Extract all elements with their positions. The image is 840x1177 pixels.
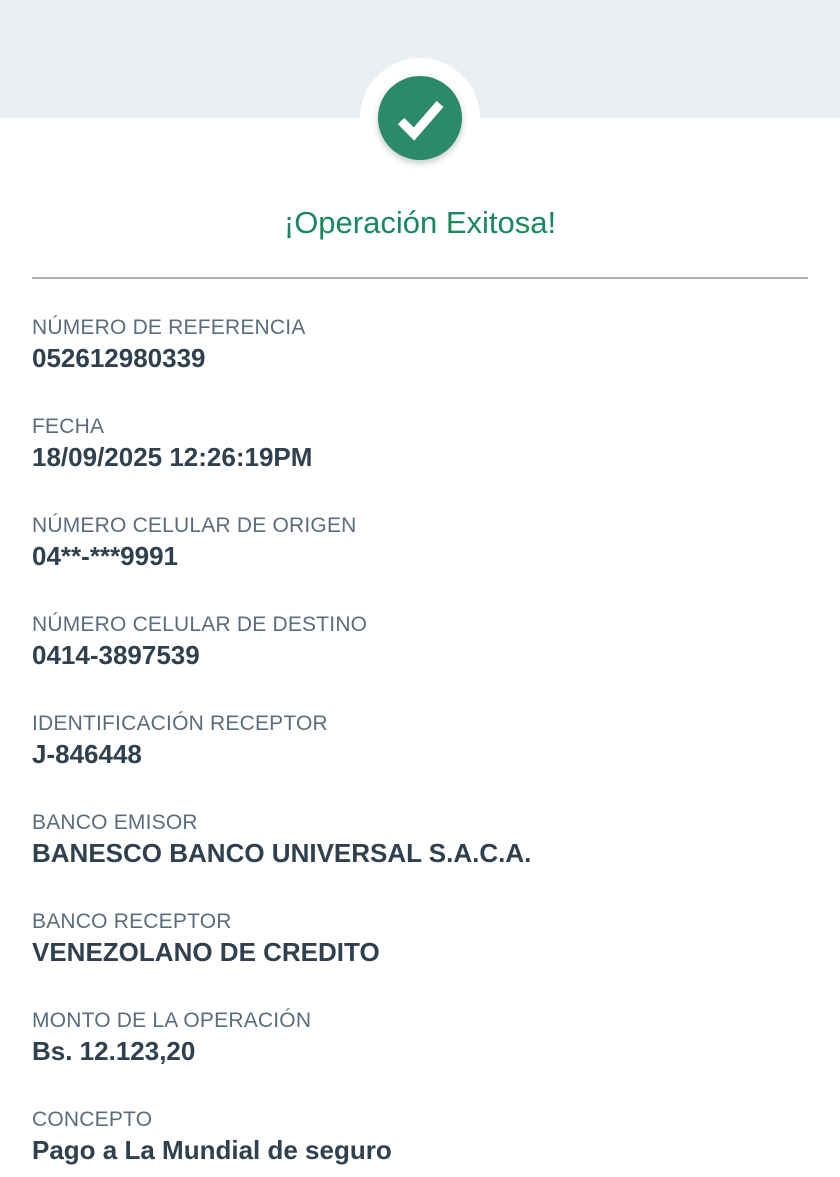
field-concept xyxy=(32,1106,808,1167)
field-destination-phone xyxy=(32,611,808,672)
success-badge-ring xyxy=(360,58,480,178)
field-value: BANESCO BANCO UNIVERSAL S.A.C.A. xyxy=(32,838,532,868)
field-reference-number xyxy=(32,314,808,375)
field-date xyxy=(32,413,808,474)
field-value: VENEZOLANO DE CREDITO xyxy=(32,937,380,967)
field-receiver-id xyxy=(32,710,808,771)
page-title: ¡Operación Exitosa! xyxy=(283,205,557,240)
field-value: Bs. 12.123,20 xyxy=(32,1036,196,1066)
field-issuing-bank xyxy=(32,809,808,870)
field-value: 0414-3897539 xyxy=(32,640,200,670)
field-label: NÚMERO CELULAR DE DESTINO xyxy=(32,613,368,636)
success-check-icon xyxy=(378,76,462,160)
field-origin-phone xyxy=(32,512,808,573)
receipt-fields xyxy=(0,279,840,1167)
field-label: BANCO EMISOR xyxy=(32,811,198,834)
field-label: MONTO DE LA OPERACIÓN xyxy=(32,1009,312,1032)
field-label: IDENTIFICACIÓN RECEPTOR xyxy=(32,712,328,735)
field-label: CONCEPTO xyxy=(32,1108,153,1131)
field-label: NÚMERO CELULAR DE ORIGEN xyxy=(32,514,357,537)
field-value: Pago a La Mundial de seguro xyxy=(32,1135,392,1165)
field-label: BANCO RECEPTOR xyxy=(32,910,232,933)
field-value: J-846448 xyxy=(32,739,142,769)
field-value: 052612980339 xyxy=(32,343,206,373)
field-value: 18/09/2025 12:26:19PM xyxy=(32,442,313,472)
field-value: 04**-***9991 xyxy=(32,541,179,571)
field-amount xyxy=(32,1007,808,1068)
field-label: NÚMERO DE REFERENCIA xyxy=(32,316,306,339)
field-receiving-bank xyxy=(32,908,808,969)
field-label: FECHA xyxy=(32,415,105,438)
